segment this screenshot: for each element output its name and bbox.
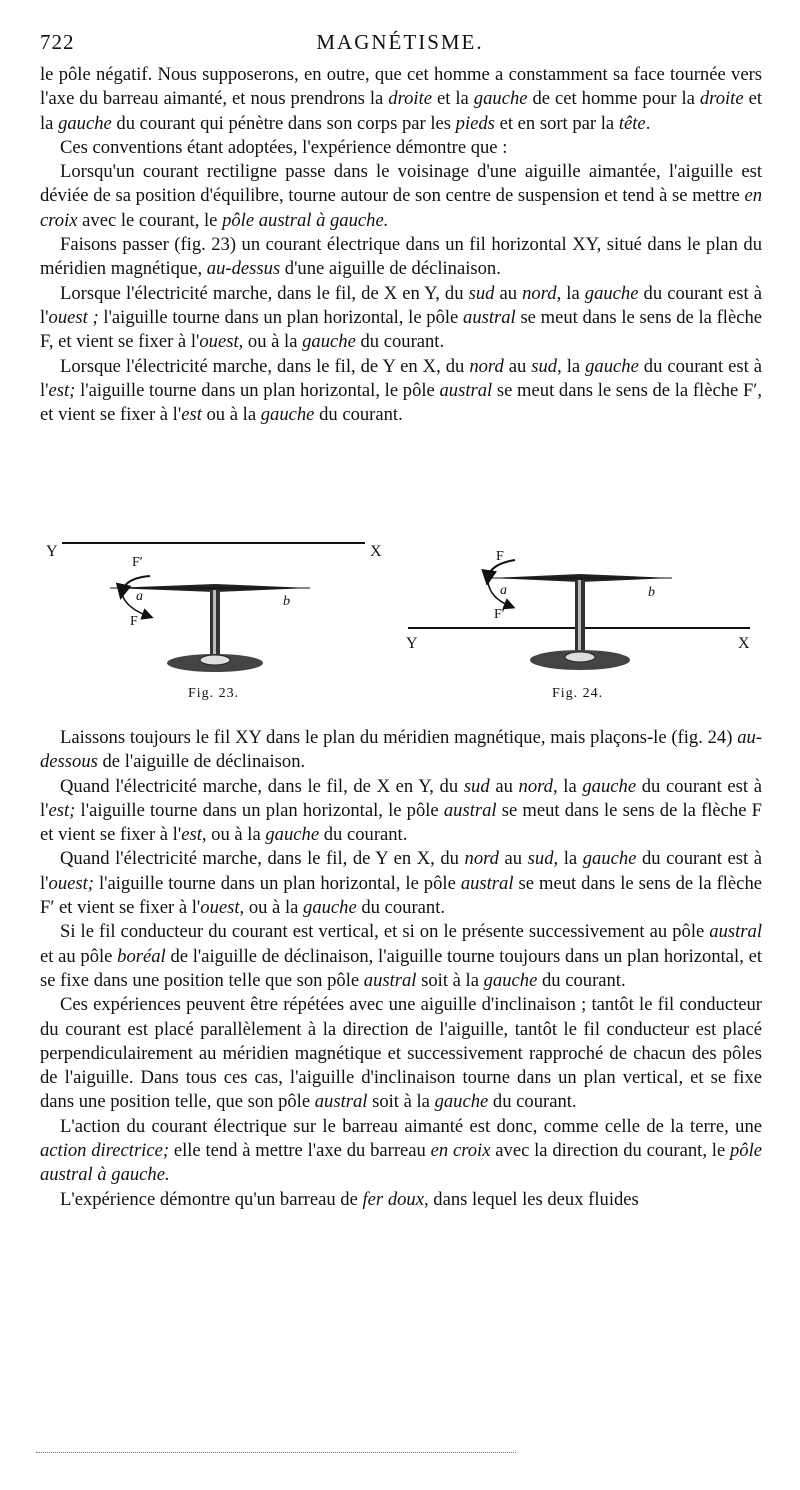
text-run: se meut dans le sens de la flèche F et vient se fixer à l' xyxy=(40,799,762,846)
italic-text: sud xyxy=(463,775,490,797)
text-run: , ou à la xyxy=(239,897,304,919)
italic-text: gauche xyxy=(585,355,639,377)
page-number: 722 xyxy=(40,30,75,54)
text-run: du courant. xyxy=(314,404,403,426)
wire-label-x: X xyxy=(370,543,382,560)
running-title: MAGNÉTISME. xyxy=(316,30,484,54)
paragraph xyxy=(40,993,762,1114)
italic-text: fer doux xyxy=(362,1188,424,1210)
italic-text: gauche xyxy=(265,824,320,846)
paragraph xyxy=(40,1115,762,1188)
paragraph xyxy=(40,63,762,136)
text-run: avec la direction du courant, le xyxy=(490,1140,730,1162)
text-run: du courant est à l' xyxy=(40,775,762,821)
italic-text: ouest xyxy=(199,331,239,353)
text-run: et en sort par la xyxy=(494,112,619,134)
italic-text: gauche xyxy=(582,775,637,797)
italic-text: ouest xyxy=(200,897,240,919)
paragraph xyxy=(40,233,762,282)
text-run: Lorsque l'électricité marche, dans le fil, de X en Y, du xyxy=(60,282,469,304)
italic-text: droite xyxy=(699,88,744,110)
italic-text: austral xyxy=(709,921,762,943)
text-run: d'une aiguille de déclinaison. xyxy=(280,258,501,280)
body-text-bottom xyxy=(40,726,762,1212)
wire-label-y: Y xyxy=(406,635,418,652)
text-run: se meut dans le sens de la flèche F′ et vient se fixer à l' xyxy=(40,872,762,919)
italic-text: droite xyxy=(388,88,433,110)
italic-text: gauche xyxy=(582,848,637,870)
text-run: . xyxy=(645,112,651,134)
label-a: a xyxy=(500,583,507,598)
paragraph xyxy=(40,136,762,160)
text-run: du courant qui pénètre dans son corps par les xyxy=(111,112,456,134)
text-run: avec le courant, le xyxy=(77,209,223,231)
text-run: et la xyxy=(40,88,762,134)
italic-text: pôle austral à gauche. xyxy=(222,209,389,231)
body-text-top xyxy=(40,63,762,427)
italic-text: sud xyxy=(531,355,558,377)
text-run: du courant est à l' xyxy=(40,282,762,328)
text-run: , la xyxy=(553,848,583,870)
italic-text: ouest ; xyxy=(48,306,99,328)
paragraph xyxy=(40,355,762,428)
italic-text: au-dessous xyxy=(40,727,762,773)
italic-text: au-dessus xyxy=(206,258,281,280)
text-run: , dans lequel les deux fluides xyxy=(423,1188,639,1210)
text-run: Quand l'électricité marche, dans le fil, de Y en X, du xyxy=(60,848,465,870)
text-run: du courant. xyxy=(537,969,626,991)
italic-text: pôle austral à gauche. xyxy=(40,1140,763,1186)
italic-text: gauche xyxy=(483,969,538,991)
italic-text: pieds xyxy=(455,112,495,134)
text-run: du courant. xyxy=(488,1091,577,1113)
italic-text: austral xyxy=(460,872,514,894)
italic-text: boréal xyxy=(117,945,166,967)
text-run: Ces expériences peuvent être répétées avec une aiguille d'inclinaison ; tantôt le fil conducteur du courant est placé parallèlement à la direction de l'aiguille, tantôt le fil conducteur est placé perpendiculairement au méridien magnétique et successivement rapproché de chacun des pôles de l'aiguille. Dans tous ces cas, l'aiguille d'inclinaison tourne dans un plan vertical, et se fixe dans une position telle, que son pôle xyxy=(40,994,762,1113)
label-b: b xyxy=(648,585,655,600)
text-run: L'expérience démontre qu'un barreau de xyxy=(60,1188,363,1210)
figure-23-diagram xyxy=(40,532,400,682)
text-run: soit à la xyxy=(367,1091,435,1113)
wire-label-x: X xyxy=(738,635,750,652)
paragraph xyxy=(40,847,762,920)
text-run: Lorsque l'électricité marche, dans le fil, de Y en X, du xyxy=(60,355,470,377)
text-run: de l'aiguille de déclinaison, l'aiguille tourne toujours dans un plan horizontal, et se fixe dans une position telle que son pôle xyxy=(40,945,762,991)
text-run: , la xyxy=(556,282,585,304)
arrow-f xyxy=(122,594,148,616)
page-header xyxy=(40,30,760,58)
text-run: et la xyxy=(432,88,474,110)
italic-text: gauche xyxy=(473,88,528,110)
text-run: au xyxy=(498,848,528,870)
label-fprime: F′ xyxy=(494,607,505,622)
text-run: l'aiguille tourne dans un plan horizontal, le pôle xyxy=(75,379,440,401)
figure-24-caption: Fig. 24. xyxy=(552,686,604,701)
italic-text: austral xyxy=(443,799,497,821)
italic-text: gauche xyxy=(434,1091,489,1113)
text-run: l'aiguille tourne dans un plan horizontal, le pôle xyxy=(98,306,464,328)
text-run: ou à la xyxy=(201,404,261,426)
italic-text: sud xyxy=(527,848,554,870)
figure-24-diagram xyxy=(400,532,760,682)
paragraph xyxy=(40,282,762,355)
italic-text: gauche xyxy=(303,897,357,919)
text-run: le pôle négatif. Nous supposerons, en outre, que cet homme a constamment sa face tournée vers l'axe du barreau aimanté, et nous prendrons la xyxy=(40,64,762,110)
italic-text: austral xyxy=(463,306,516,328)
italic-text: en croix xyxy=(430,1140,491,1162)
text-run: l'aiguille tourne dans un plan horizontal, le pôle xyxy=(93,872,461,894)
paragraph xyxy=(40,1188,762,1212)
label-fprime: F′ xyxy=(132,555,143,570)
paragraph xyxy=(40,726,762,775)
text-run: elle tend à mettre l'axe du barreau xyxy=(169,1140,431,1162)
italic-text: est xyxy=(181,404,202,426)
label-f: F xyxy=(130,614,138,629)
italic-text: est; xyxy=(48,379,76,401)
text-run: L'action du courant électrique sur le barreau aimanté est donc, comme celle de la terre, une xyxy=(60,1115,762,1137)
text-run: se meut dans le sens de la flèche F, et vient se fixer à l' xyxy=(40,306,762,353)
wire-label-y: Y xyxy=(46,543,58,560)
paragraph xyxy=(40,775,762,848)
text-run: l'aiguille tourne dans un plan horizontal, le pôle xyxy=(75,799,444,821)
text-run: au xyxy=(489,775,519,797)
italic-text: ouest; xyxy=(48,872,94,894)
italic-text: est; xyxy=(48,799,76,821)
text-run: Faisons passer (fig. 23) un courant électrique dans un fil horizontal XY, situé dans le plan du méridien magnétique, xyxy=(40,234,762,280)
text-run: Si le fil conducteur du courant est vertical, et si on le présente successivement au pôle xyxy=(60,921,710,943)
figure-23 xyxy=(40,532,400,712)
label-b: b xyxy=(283,594,290,609)
text-run: et au pôle xyxy=(40,945,118,967)
text-run: de cet homme pour la xyxy=(527,88,700,110)
text-run: du courant est à l' xyxy=(40,355,762,401)
text-run: du courant. xyxy=(355,331,445,353)
italic-text: en croix xyxy=(40,185,762,231)
text-run: au xyxy=(503,355,532,377)
text-run: du courant. xyxy=(319,824,408,846)
paragraph xyxy=(40,920,762,993)
paragraph xyxy=(40,160,762,233)
italic-text: gauche xyxy=(260,404,315,426)
text-run: de l'aiguille de déclinaison. xyxy=(97,751,306,773)
italic-text: nord xyxy=(464,848,499,870)
figure-23-caption: Fig. 23. xyxy=(188,686,240,701)
text-run: Ces conventions étant adoptées, l'expérience démontre que : xyxy=(60,136,508,158)
text-run: , ou à la xyxy=(201,824,266,846)
italic-text: austral xyxy=(363,969,417,991)
text-run: Lorsqu'un courant rectiligne passe dans le voisinage d'une aiguille aimantée, l'aiguille est déviée de sa position d'équilibre, tourne autour de son centre de suspension et tend à se mettre xyxy=(40,161,762,207)
italic-text: tête xyxy=(618,112,646,134)
italic-text: austral xyxy=(314,1091,368,1113)
text-run: du courant est à l' xyxy=(40,848,762,894)
text-run: au xyxy=(494,282,523,304)
label-f: F xyxy=(496,549,504,564)
text-run: , ou à la xyxy=(238,331,303,353)
label-a: a xyxy=(136,589,143,604)
text-run: du courant. xyxy=(356,897,446,919)
italic-text: nord xyxy=(522,282,557,304)
italic-text: austral xyxy=(439,379,493,401)
text-run: , la xyxy=(557,355,586,377)
italic-text: nord xyxy=(469,355,504,377)
italic-text: sud xyxy=(468,282,495,304)
text-run: Laissons toujours le fil XY dans le plan du méridien magnétique, mais plaçons-le (fig. 24) xyxy=(60,727,738,748)
footer-rule xyxy=(36,1452,516,1453)
italic-text: gauche xyxy=(584,282,639,304)
text-run: se meut dans le sens de la flèche F′, et vient se fixer à l' xyxy=(40,379,762,426)
italic-text: gauche xyxy=(58,112,112,134)
italic-text: est xyxy=(181,824,202,846)
text-run: soit à la xyxy=(416,969,484,991)
italic-text: nord xyxy=(518,775,553,797)
italic-text: gauche xyxy=(302,331,356,353)
figure-24 xyxy=(400,532,760,712)
text-run: , la xyxy=(552,775,583,797)
italic-text: action directrice; xyxy=(40,1140,170,1162)
text-run: Quand l'électricité marche, dans le fil, de X en Y, du xyxy=(60,775,464,797)
